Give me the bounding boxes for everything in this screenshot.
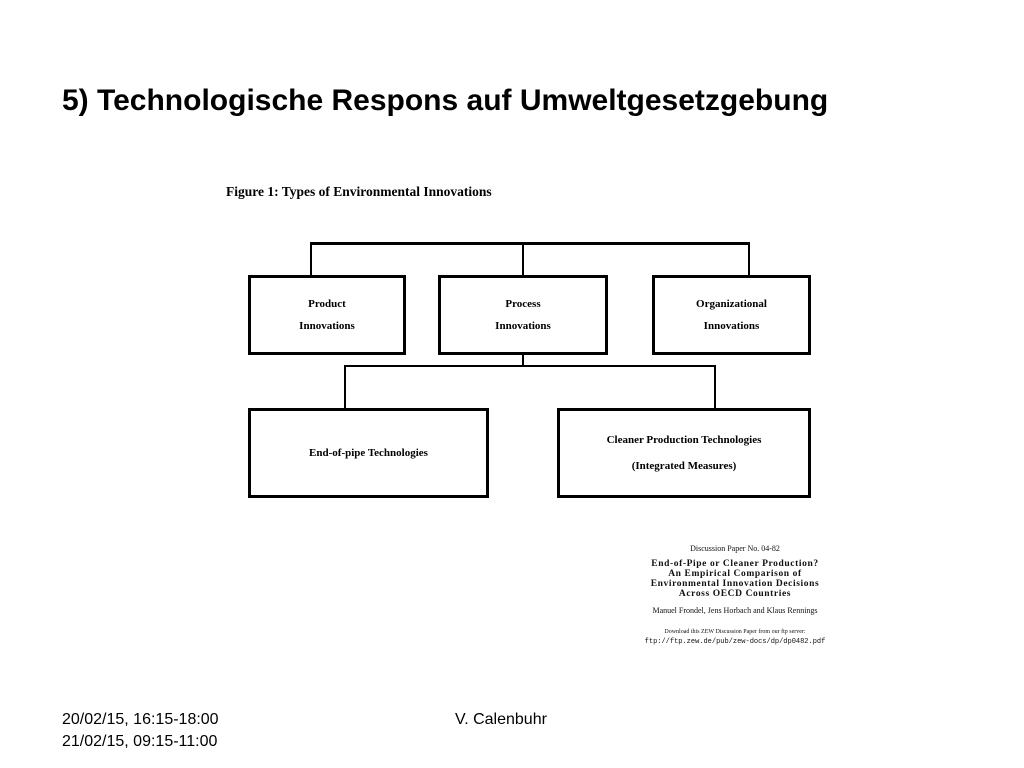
paper-title-line: End-of-Pipe or Cleaner Production? bbox=[651, 559, 819, 569]
product-innovations-box bbox=[248, 275, 406, 355]
connector-line bbox=[344, 365, 716, 367]
footer-author: V. Calenbuhr bbox=[455, 711, 547, 728]
connector-line bbox=[310, 242, 312, 276]
connector-line bbox=[310, 242, 750, 245]
organizational-innovations-box bbox=[652, 275, 811, 355]
paper-title-line: Across OECD Countries bbox=[678, 589, 792, 599]
paper-number: Discussion Paper No. 04-82 bbox=[690, 544, 780, 553]
footer-date-line: 21/02/15, 09:15-11:00 bbox=[62, 733, 218, 750]
connector-line bbox=[714, 365, 716, 410]
discussion-paper-reference bbox=[612, 544, 858, 646]
paper-download-note: Download this ZEW Discussion Paper from our ftp server: bbox=[664, 629, 806, 635]
box-label: Organizational bbox=[696, 298, 767, 310]
box-label: Process bbox=[505, 298, 541, 310]
box-label: Product bbox=[308, 298, 346, 310]
connector-line bbox=[344, 365, 346, 410]
paper-url: ftp://ftp.zew.de/pub/zew-docs/dp/dp0482.pdf bbox=[644, 638, 826, 646]
box-label: Innovations bbox=[299, 320, 355, 332]
figure-caption: Figure 1: Types of Environmental Innovations bbox=[226, 184, 492, 199]
paper-title-line: An Empirical Comparison of bbox=[668, 569, 802, 579]
paper-title-line: Environmental Innovation Decisions bbox=[650, 579, 820, 589]
paper-authors: Manuel Frondel, Jens Horbach and Klaus Rennings bbox=[652, 606, 818, 615]
box-label: End-of-pipe Technologies bbox=[309, 447, 428, 459]
box-label: (Integrated Measures) bbox=[631, 460, 737, 473]
end-of-pipe-box bbox=[248, 408, 489, 498]
box-label: Innovations bbox=[703, 320, 760, 332]
connector-line bbox=[748, 242, 750, 276]
footer-dates bbox=[62, 709, 219, 753]
box-label: Cleaner Production Technologies bbox=[606, 433, 762, 446]
cleaner-production-box bbox=[557, 408, 811, 498]
process-innovations-box bbox=[438, 275, 608, 355]
footer-date-line: 20/02/15, 16:15-18:00 bbox=[62, 711, 219, 728]
slide-title: 5) Technologische Respons auf Umweltgesetzgebung bbox=[62, 84, 829, 117]
box-label: Innovations bbox=[495, 320, 551, 332]
paper-title bbox=[612, 559, 858, 599]
connector-line bbox=[522, 242, 524, 276]
